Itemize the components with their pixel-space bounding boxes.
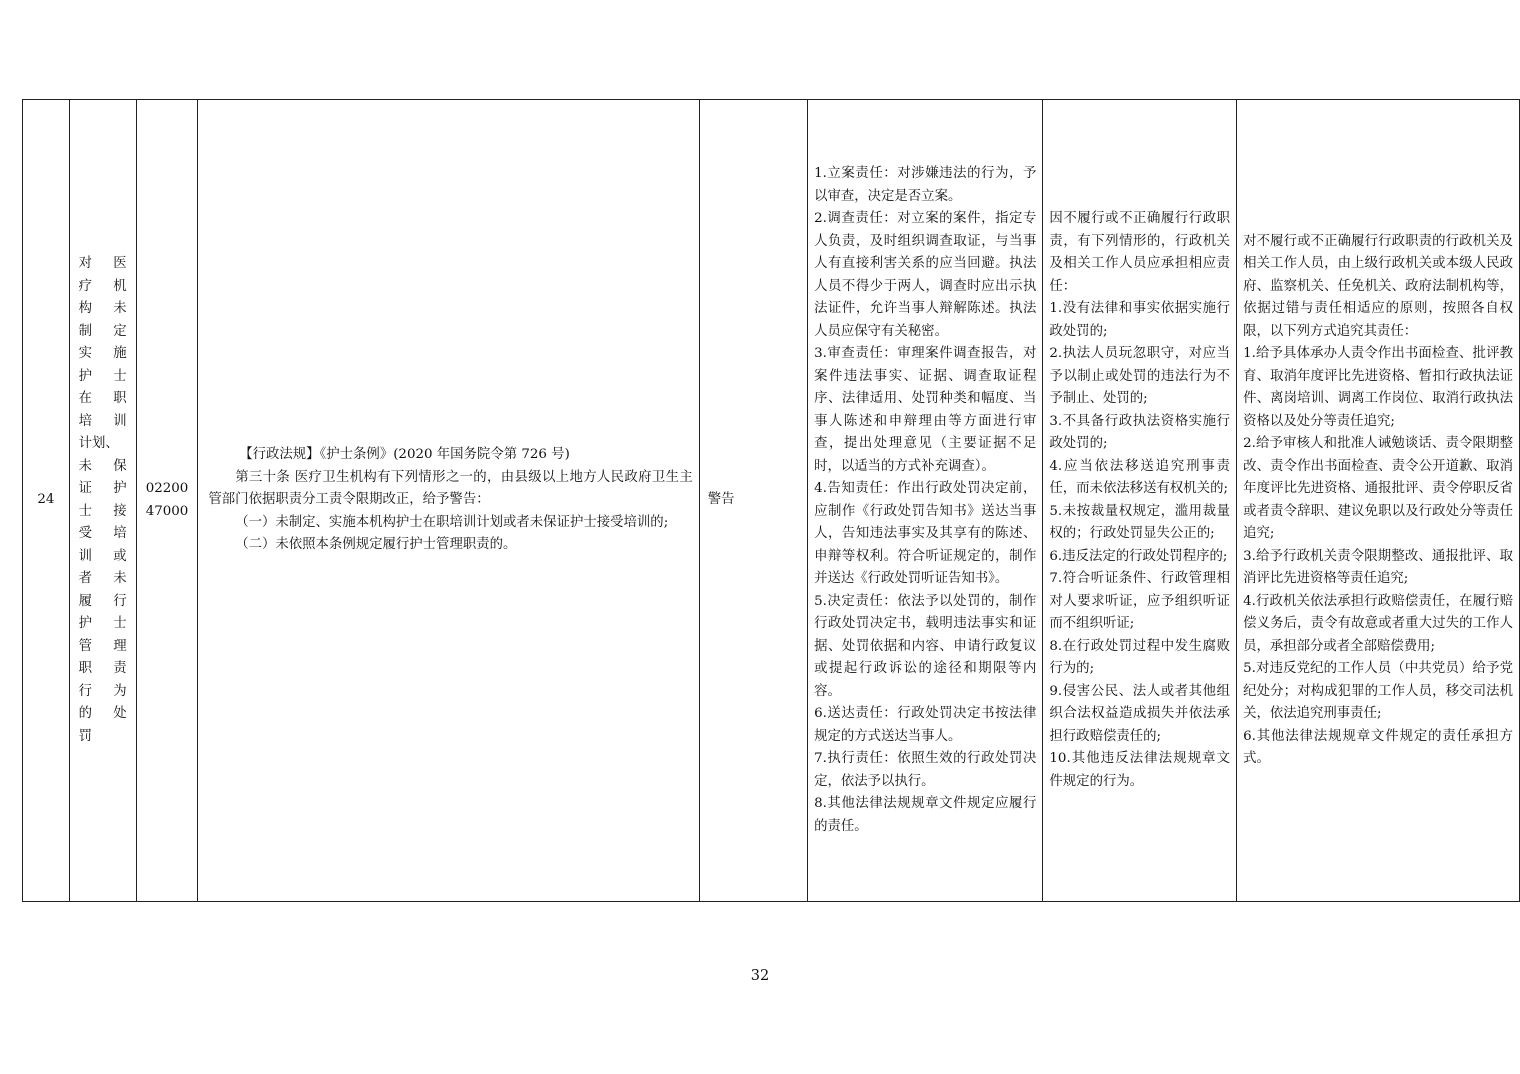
accountability-situation-item: 2.执法人员玩忽职守，对应当予以制止或处罚的违法行为不予制止、处罚的; [1049, 346, 1231, 406]
item-name-cell [69, 100, 136, 902]
item-name-line [79, 613, 127, 636]
legal-basis-title: 【行政法规】《护士条例》(2020 年国务院令第 726 号) [239, 447, 570, 463]
item-name-char: 行 [78, 683, 93, 699]
item-name-char: 士 [113, 368, 127, 384]
row-number: 24 [23, 100, 70, 902]
item-name-char: 者 [78, 571, 93, 586]
item-name-char: 理 [113, 638, 127, 654]
item-name-char: 受 [78, 526, 93, 541]
item-name-char: 定 [113, 323, 127, 339]
accountability-situation-item: 8.在行政处罚过程中发生腐败行为的; [1049, 638, 1231, 676]
item-name-char: 未 [78, 458, 93, 474]
item-name-char: 护 [78, 616, 93, 631]
accountability-situation-item: 9.侵害公民、法人或者其他组织合法权益造成损失并依法承担行政赔偿责任的; [1049, 683, 1231, 744]
item-name-char: 医 [113, 256, 127, 271]
item-name-char: 实 [78, 346, 93, 361]
item-name-line [79, 658, 127, 681]
accountability-method-item: 3.给予行政机关责令限期整改、通报批评、取消评比先进资格等责任追究; [1243, 548, 1513, 586]
responsibilities-cell [808, 100, 1043, 902]
item-name-line [79, 253, 127, 276]
accountability-method-item: 6.其他法律法规规章文件规定的责任承担方式。 [1243, 728, 1513, 766]
item-name-line [79, 343, 127, 366]
legal-basis-article: 第三十条 医疗卫生机构有下列情形之一的，由县级以上地方人民政府卫生主管部门依据职责分工责令限期改正，给予警告： [208, 469, 693, 508]
item-name-char: 士 [113, 616, 127, 631]
item-name-char: 的 [78, 706, 93, 721]
accountability-situation-item: 7.符合听证条件、行政管理相对人要求听证，应予组织听证而不组织听证; [1049, 571, 1231, 631]
accountability-methods-cell [1237, 100, 1520, 902]
item-name-char: 在 [78, 391, 93, 406]
item-name-char: 未 [113, 301, 127, 316]
table-row [23, 100, 1520, 902]
item-name-char: 或 [113, 548, 127, 564]
responsibility-item: 7.执行责任：依照生效的行政处罚决定，依法予以执行。 [814, 751, 1037, 789]
item-name-char: 构 [78, 301, 93, 316]
item-name-char: 疗 [78, 278, 93, 294]
accountability-method-item: 2.给予审核人和批准人诫勉谈话、责令限期整改、责令作出书面检查、责令公开道歉、取消年度评比先进资格、通报批评、责令停职反省或者责令辞职、建议免职以及行政处分等责任追究; [1243, 436, 1513, 541]
item-name-line [79, 501, 127, 524]
accountability-situation-item: 3.不具备行政执法资格实施行政处罚的; [1049, 413, 1231, 451]
accountability-method-item: 1.给予具体承办人责令作出书面检查、批评教育、取消年度评比先进资格、暂扣行政执法证件、离岗培训、调离工作岗位、取消行政执法资格以及处分等责任追究; [1243, 346, 1513, 429]
accountability-methods-list [1243, 231, 1513, 771]
accountability-situation-item: 6.违反法定的行政处罚程序的; [1049, 548, 1228, 564]
responsibility-item: 3.审查责任：审理案件调查报告，对案件违法事实、证据、调查取证程序、法律适用、处罚种类和幅度、当事人陈述和申辩理由等方面进行审查，提出处理意见（主要证据不足时，以适当的方式补充调查）。 [814, 346, 1037, 474]
item-name-char: 职 [78, 661, 93, 676]
item-code-line: 47000 [145, 503, 189, 519]
item-name-line [79, 433, 127, 456]
item-name-line [79, 388, 127, 411]
item-name-line [79, 681, 127, 704]
accountability-situations-cell [1043, 100, 1237, 902]
item-name-char: 罚 [78, 728, 93, 744]
item-name-line [79, 456, 127, 479]
responsibility-item: 1.立案责任：对涉嫌违法的行为，予以审查，决定是否立案。 [814, 166, 1037, 204]
accountability-method-item: 4.行政机关依法承担行政赔偿责任，在履行赔偿义务后，责令有故意或者重大过失的工作人员，承担部分或者全部赔偿费用; [1243, 593, 1513, 654]
item-name-line [79, 523, 127, 546]
legal-basis-item: （一）未制定、实施本机构护士在职培训计划或者未保证护士接受培训的; [235, 514, 669, 530]
item-name-line [79, 411, 127, 434]
item-name-char: 责 [113, 661, 127, 676]
page-number: 32 [750, 968, 770, 984]
responsibilities-list [814, 163, 1036, 838]
accountability-situation-item: 1.没有法律和事实依据实施行政处罚的; [1049, 301, 1231, 339]
item-name-char: 处 [113, 706, 127, 721]
item-name-line [79, 366, 127, 389]
item-name-char: 证 [78, 481, 93, 496]
item-name-line [79, 636, 127, 659]
item-name-line [79, 591, 127, 614]
accountability-situation-item: 10.其他违反法律法规规章文件规定的行为。 [1049, 751, 1231, 789]
item-name-char: 培 [113, 526, 127, 541]
item-name-char: 士 [78, 503, 93, 519]
accountability-situation-item: 因不履行或不正确履行行政职责，有下列情形的，行政机关及相关工作人员应承担相应责任： [1049, 211, 1231, 294]
item-name-line [79, 568, 127, 591]
responsibility-item: 5.决定责任：依法予以处罚的，制作行政处罚决定书，载明违法事实和证据、处罚依据和内容、申请行政复议或提起行政诉讼的途径和期限等内容。 [814, 593, 1037, 699]
accountability-method-item: 5.对违反党纪的工作人员（中共党员）给予党纪处分；对构成犯罪的工作人员，移交司法机关，依法追究刑事责任; [1243, 661, 1513, 721]
item-name-line [79, 703, 127, 726]
item-code [136, 100, 198, 902]
legal-basis-cell [198, 100, 699, 902]
accountability-method-item: 对不履行或不正确履行行政职责的行政机关及相关工作人员，由上级行政机关或本级人民政府、监察机关、任免机关、政府法制机构等，依据过错与责任相适应的原则，按照各自权限，以下列方式追究其责任： [1243, 233, 1513, 339]
item-name-char: 训 [113, 413, 127, 429]
item-name-char: 职 [113, 391, 127, 406]
item-name-char: 计划、 [78, 436, 119, 451]
item-name-char: 护 [78, 368, 93, 384]
item-name-line [79, 546, 127, 569]
item-name-char: 训 [78, 548, 93, 564]
item-name-char: 施 [113, 346, 127, 361]
item-name-char: 对 [78, 256, 93, 271]
power-list-table [22, 99, 1520, 902]
item-name-line [79, 321, 127, 344]
item-name-line [79, 298, 127, 321]
item-name-char: 培 [78, 413, 93, 429]
item-name [79, 253, 127, 748]
legal-basis-item: （二）未依照本条例规定履行护士管理职责的。 [235, 537, 517, 553]
item-name-char: 接 [113, 503, 127, 519]
responsibility-item: 4.告知责任：作出行政处罚决定前，应制作《行政处罚告知书》送达当事人，告知违法事实及其享有的陈述、申辩等权利。符合听证规定的，制作并送达《行政处罚听证告知书》。 [814, 481, 1037, 586]
responsibility-item: 8.其他法律法规规章文件规定应履行的责任。 [814, 796, 1037, 834]
item-name-char: 护 [113, 481, 127, 496]
item-name-char: 制 [78, 323, 93, 339]
item-name-char: 行 [113, 593, 127, 609]
item-name-char: 为 [113, 683, 127, 699]
item-name-char: 机 [113, 278, 127, 294]
accountability-situation-item: 4.应当依法移送追究刑事责任，而未依法移送有权机关的; [1049, 458, 1231, 496]
responsibility-item: 2.调查责任：对立案的案件，指定专人负责，及时组织调查取证，与当事人有直接利害关系的应当回避。执法人员不得少于两人，调查时应出示执法证件，允许当事人辩解陈述。执法人员应保守有关秘密。 [814, 211, 1037, 339]
accountability-situations-list [1049, 208, 1230, 793]
item-code-line: 02200 [145, 481, 189, 496]
item-name-char: 履 [78, 593, 93, 609]
item-name-char: 未 [113, 571, 127, 586]
item-name-char: 保 [113, 458, 127, 474]
responsibility-item: 6.送达责任：行政处罚决定书按法律规定的方式送达当事人。 [814, 706, 1037, 744]
item-name-line [79, 726, 127, 749]
accountability-situation-item: 5.未按裁量权规定，滥用裁量权的；行政处罚显失公正的; [1049, 503, 1231, 541]
item-name-char: 管 [78, 638, 93, 654]
penalty-type: 警告 [699, 100, 807, 902]
item-name-line [79, 478, 127, 501]
item-name-line [79, 276, 127, 299]
